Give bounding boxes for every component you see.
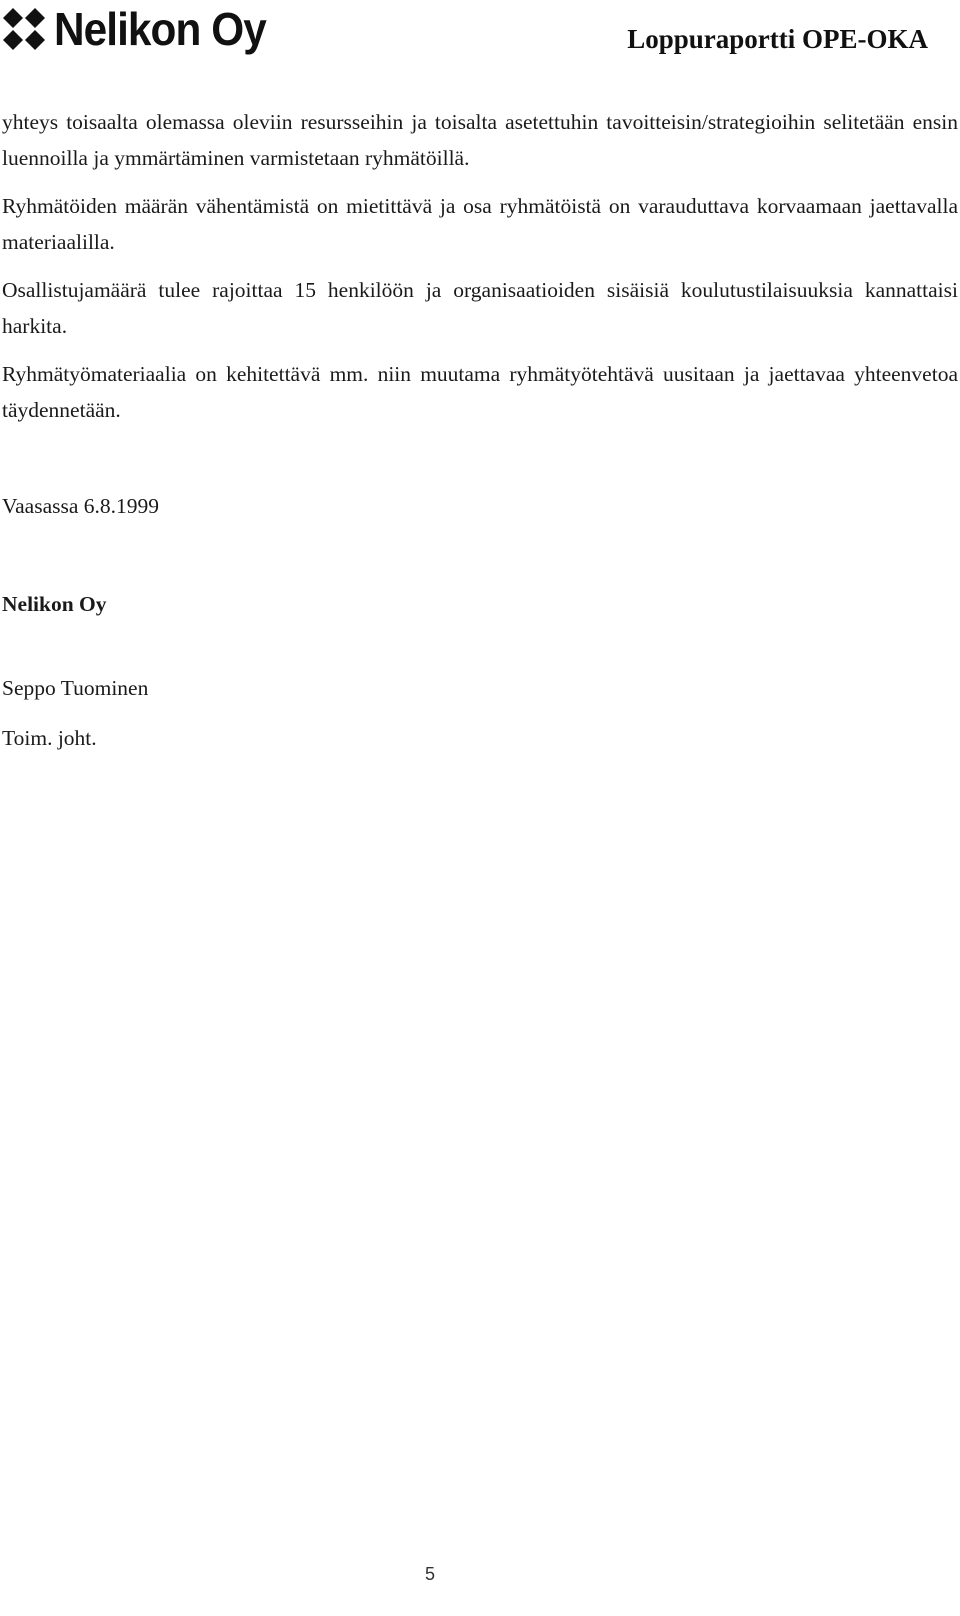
page-number: 5 — [424, 1564, 435, 1584]
paragraph: Ryhmätyömateriaalia on kehitettävä mm. niin muutama ryhmätyötehtävä uusitaan ja jaettavaa yhteenvetoa täydennetään. — [2, 362, 958, 422]
paragraph: Osallistujamäärä tulee rajoittaa 15 henkilöön ja organisaatioiden sisäisiä koulutustilaisuuksia kannattaisi harkita. — [2, 278, 958, 338]
paragraph: yhteys toisaalta olemassa oleviin resursseihin ja toisalta asetettuhin tavoitteisin/strategioihin selitetään ensin luennoilla ja ymmärtäminen varmistetaan ryhmätöillä. — [2, 110, 958, 170]
logo-text: Nelikon Oy — [54, 3, 266, 55]
company-name: Nelikon Oy — [2, 592, 107, 616]
document-title: Loppuraportti OPE-OKA — [627, 24, 928, 54]
place-date: Vaasassa 6.8.1999 — [2, 494, 160, 518]
four-diamonds-logo-icon — [2, 7, 46, 51]
signer-name: Seppo Tuominen — [2, 676, 149, 700]
body-text — [2, 104, 958, 428]
signer-title: Toim. joht. — [2, 726, 97, 750]
company-logo — [2, 4, 284, 54]
paragraph: Ryhmätöiden määrän vähentämistä on mietittävä ja osa ryhmätöistä on varauduttava korvaamaan jaettavalla materiaalilla. — [2, 194, 958, 254]
